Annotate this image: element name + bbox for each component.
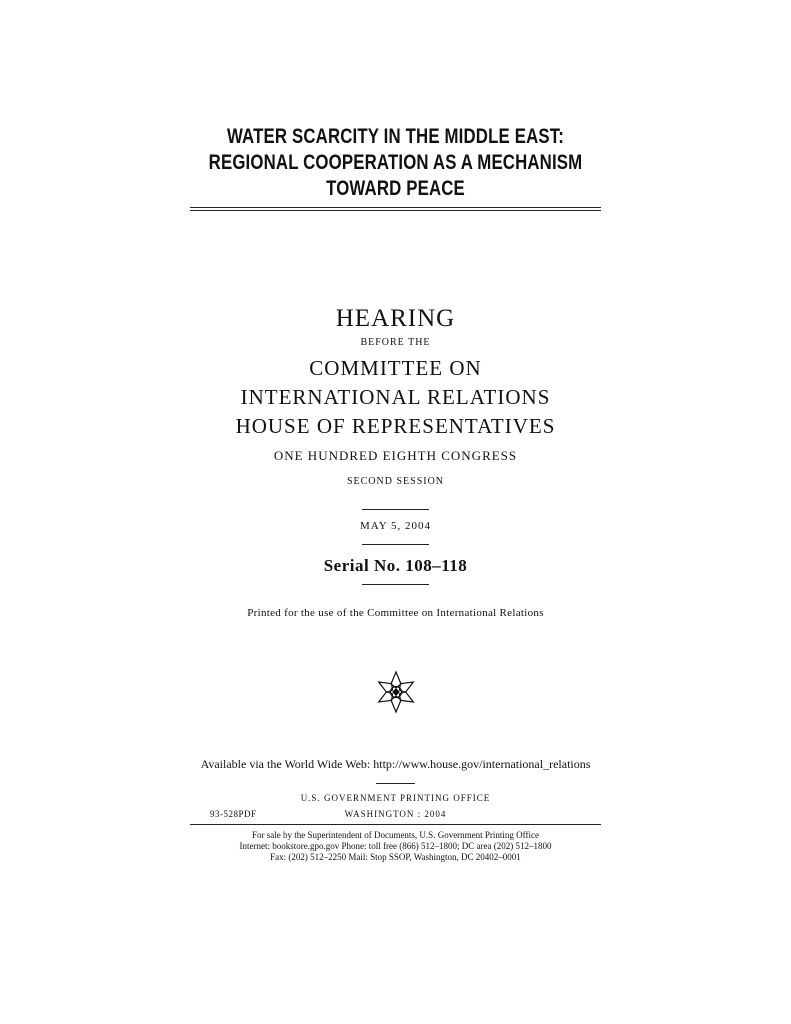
gpo-seal-icon bbox=[374, 670, 418, 714]
document-title-line-2: REGIONAL COOPERATION AS A MECHANISM bbox=[208, 151, 583, 174]
sale-line-2: Internet: bookstore.gpo.gov Phone: toll free (866) 512–1800; DC area (202) 512–1800 bbox=[239, 841, 552, 851]
sale-line-3: Fax: (202) 512–2250 Mail: Stop SSOP, Washington, DC 20402–0001 bbox=[270, 852, 521, 862]
document-title-line-3: TOWARD PEACE bbox=[326, 177, 465, 200]
serial-rule bbox=[362, 584, 429, 585]
congress-label: ONE HUNDRED EIGHTH CONGRESS bbox=[273, 448, 518, 463]
before-the-label: BEFORE THE bbox=[360, 337, 431, 348]
serial-number: Serial No. 108–118 bbox=[323, 556, 468, 575]
sale-line-1: For sale by the Superintendent of Documents, U.S. Government Printing Office bbox=[251, 830, 540, 840]
printed-for-note: Printed for the use of the Committee on International Relations bbox=[247, 607, 544, 619]
hearing-date: MAY 5, 2004 bbox=[359, 520, 431, 532]
hearing-heading: HEARING bbox=[335, 305, 456, 332]
document-title-line-1: WATER SCARCITY IN THE MIDDLE EAST: bbox=[226, 125, 565, 148]
committee-line-2: INTERNATIONAL RELATIONS bbox=[240, 385, 551, 409]
committee-line-1: COMMITTEE ON bbox=[309, 356, 482, 380]
footer-short-rule bbox=[376, 783, 415, 784]
washington-year: WASHINGTON : 2004 bbox=[344, 809, 447, 819]
available-web-note: Available via the World Wide Web: http://www.house.gov/international_relations bbox=[200, 757, 591, 771]
title-rule-bottom bbox=[190, 210, 601, 211]
date-rule-bottom bbox=[362, 544, 429, 545]
committee-line-3: HOUSE OF REPRESENTATIVES bbox=[235, 414, 556, 438]
title-rule-top bbox=[190, 207, 601, 208]
pdf-id: 93-528PDF bbox=[210, 809, 257, 819]
gpo-office: U.S. GOVERNMENT PRINTING OFFICE bbox=[300, 793, 491, 803]
footer-rule bbox=[190, 824, 601, 825]
date-rule-top bbox=[362, 509, 429, 510]
session-label: SECOND SESSION bbox=[346, 476, 445, 487]
